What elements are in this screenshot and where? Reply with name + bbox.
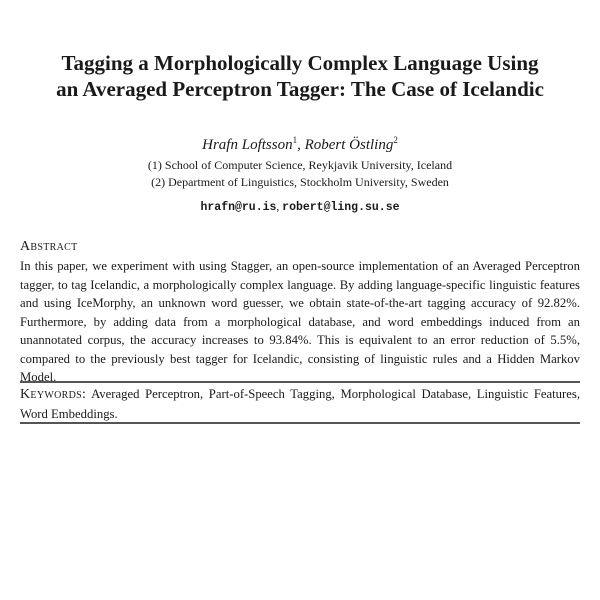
keywords-top-rule <box>20 381 580 383</box>
author-affiliation-mark: 2 <box>393 135 398 145</box>
abstract-heading: Abstract <box>20 239 78 254</box>
author-name: Robert Östling <box>304 137 394 153</box>
keywords-section <box>20 385 580 423</box>
author-list <box>0 130 600 155</box>
title-line-1: Tagging a Morphologically Complex Language Using <box>61 51 539 75</box>
author-affiliation-mark: 1 <box>292 135 298 145</box>
email-separator: , <box>276 201 283 213</box>
author-name: Hrafn Loftsson <box>202 137 293 153</box>
keywords-text: Averaged Perceptron, Part-of-Speech Tagging, Morphological Database, Linguistic Features, Word Embeddings. <box>20 387 580 421</box>
affiliation-2: (2) Department of Linguistics, Stockholm University, Sweden <box>151 175 449 189</box>
title-line-2: an Averaged Perceptron Tagger: The Case of Icelandic <box>56 77 544 101</box>
keywords-heading: Keywords: <box>20 387 87 402</box>
affiliation-1: (1) School of Computer Science, Reykjavik University, Iceland <box>147 158 453 172</box>
paper-title <box>0 50 600 102</box>
email-address: robert@ling.su.se <box>282 201 400 214</box>
author-emails <box>0 199 600 216</box>
email-address: hrafn@ru.is <box>200 201 277 214</box>
abstract-text: In this paper, we experiment with using Stagger, an open-source implementation of an Averaged Perceptron tagger, to tag Icelandic, a morphologically complex language. By adding language-specific linguistic features and using IceMorphy, an unknown word guesser, we obtain state-of-the-art tagging accuracy of 92.82%. Furthermore, by adding data from a morphological database, and word embeddings induced from an unannotated corpus, the accuracy increases to 93.84%. This is equivalent to an error reduction of 5.5%, compared to the previously best tagger for Icelandic, consisting of linguistic rules and a Hidden Markov Model. <box>20 259 580 384</box>
keywords-bottom-rule <box>20 422 580 424</box>
author-separator: , <box>297 137 305 153</box>
